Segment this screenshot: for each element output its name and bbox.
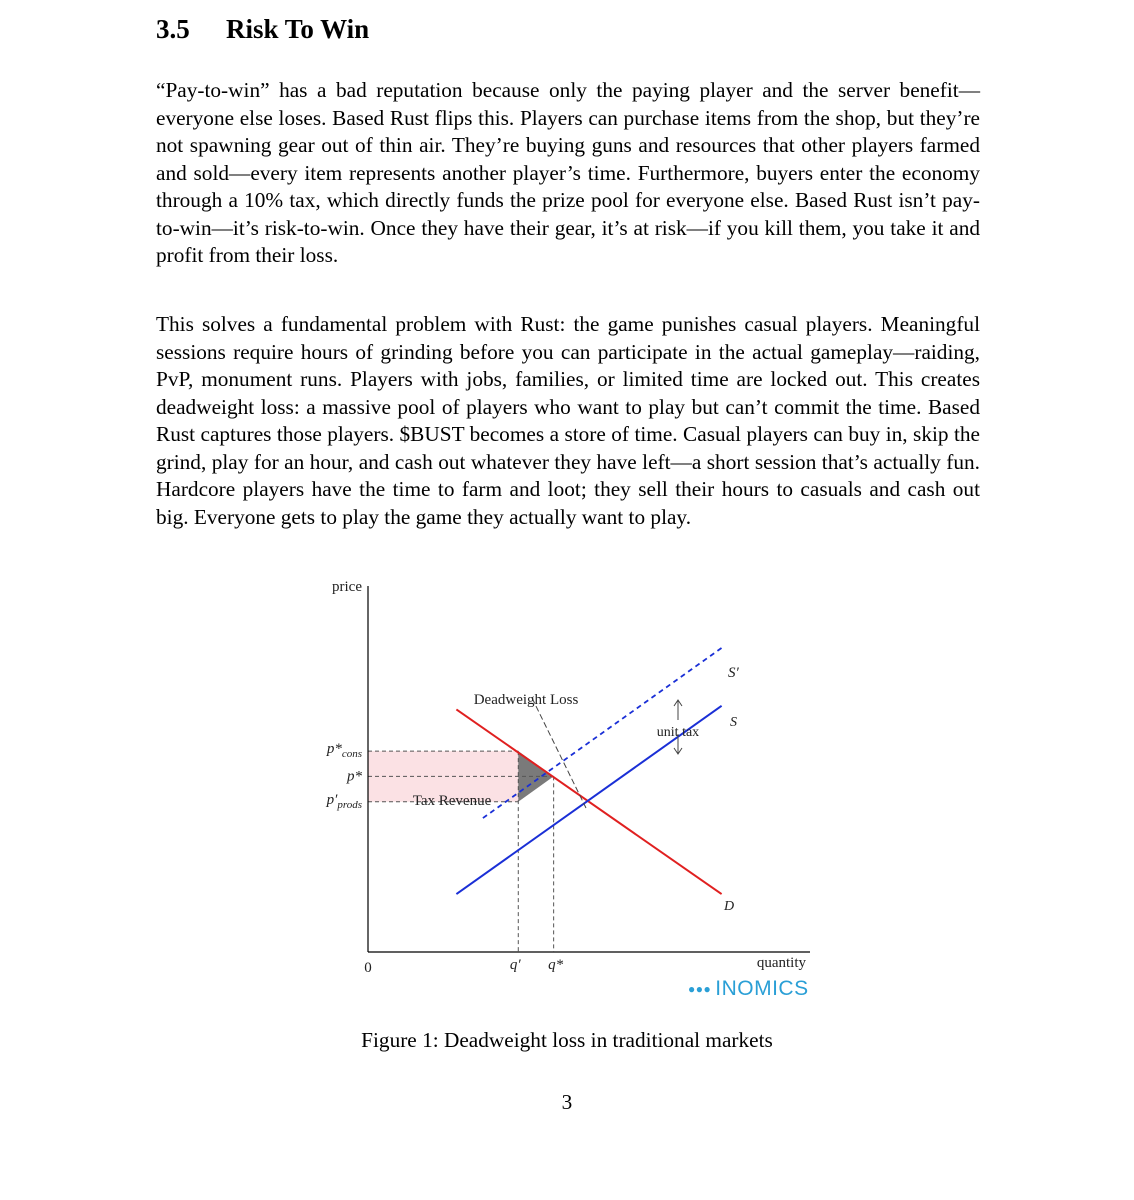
deadweight-pointer xyxy=(532,698,586,808)
deadweight-label: Deadweight Loss xyxy=(473,692,579,708)
paragraph-pay-to-win: “Pay-to-win” has a bad reputation because only the paying player and the server benefit—everyone else loses. Based Rust flips this. Players can purchase items from the shop, but they’re not spawning gear out of thin air. They’re buying guns and resources that other players farmed and sold—every item represents another player’s time. Furthermore, buyers enter the economy through a 10% tax, which directly funds the prize pool for everyone else. Based Rust isn’t pay-to-win—it’s risk-to-win. Once they have their gear, it’s at risk—if you kill them, you take it and profit from their loss. xyxy=(156,78,980,267)
section-number: 3.5 xyxy=(156,14,190,44)
inomics-logo-icon: ●●● xyxy=(688,982,712,996)
p-star-label: p* xyxy=(347,768,362,785)
paragraph-casual-players: This solves a fundamental problem with Rust: the game punishes casual players. Meaningful sessions require hours of grinding before you can participate in the actual gameplay—raiding, PvP, monument runs. Players with jobs, families, or limited time are locked out. This creates deadweight loss: a massive pool of players who want to play but can’t commit the time. Based Rust captures those players. $BUST becomes a store of time. Casual players can buy in, skip the grind, play for an hour, and cash out whatever they have left—a short session that’s actually fun. Hardcore players have the time to farm and loot; they sell their hours to casuals and cash out big. Everyone gets to play the game they actually want to play. xyxy=(156,312,980,529)
deadweight-loss-figure xyxy=(300,570,830,1010)
y-axis-label: price xyxy=(332,579,362,595)
q-prime-label: q′ xyxy=(509,957,521,973)
x-axis-label: quantity xyxy=(756,955,806,971)
tax-revenue-label: Tax Revenue xyxy=(412,793,492,809)
p-prods-label: $p'_{prods}$ xyxy=(326,791,362,811)
unit-tax-label: unit tax xyxy=(656,725,700,740)
origin-label: 0 xyxy=(364,960,372,976)
supply-label: S xyxy=(730,715,737,730)
p-cons-label: $p*_{cons}$ xyxy=(326,741,362,761)
section-title: Risk To Win xyxy=(226,14,370,44)
inomics-watermark xyxy=(688,977,809,1001)
q-star-label: q* xyxy=(548,957,564,973)
section-heading xyxy=(156,14,369,45)
demand-label: D xyxy=(724,899,735,914)
inomics-text: INOMICS xyxy=(715,977,809,1000)
page-number: 3 xyxy=(561,1090,573,1114)
figure-caption: Figure 1: Deadweight loss in traditional markets xyxy=(361,1028,773,1052)
deadweight-loss-chart xyxy=(300,570,830,1010)
supply-tax-label: S′ xyxy=(728,665,739,681)
